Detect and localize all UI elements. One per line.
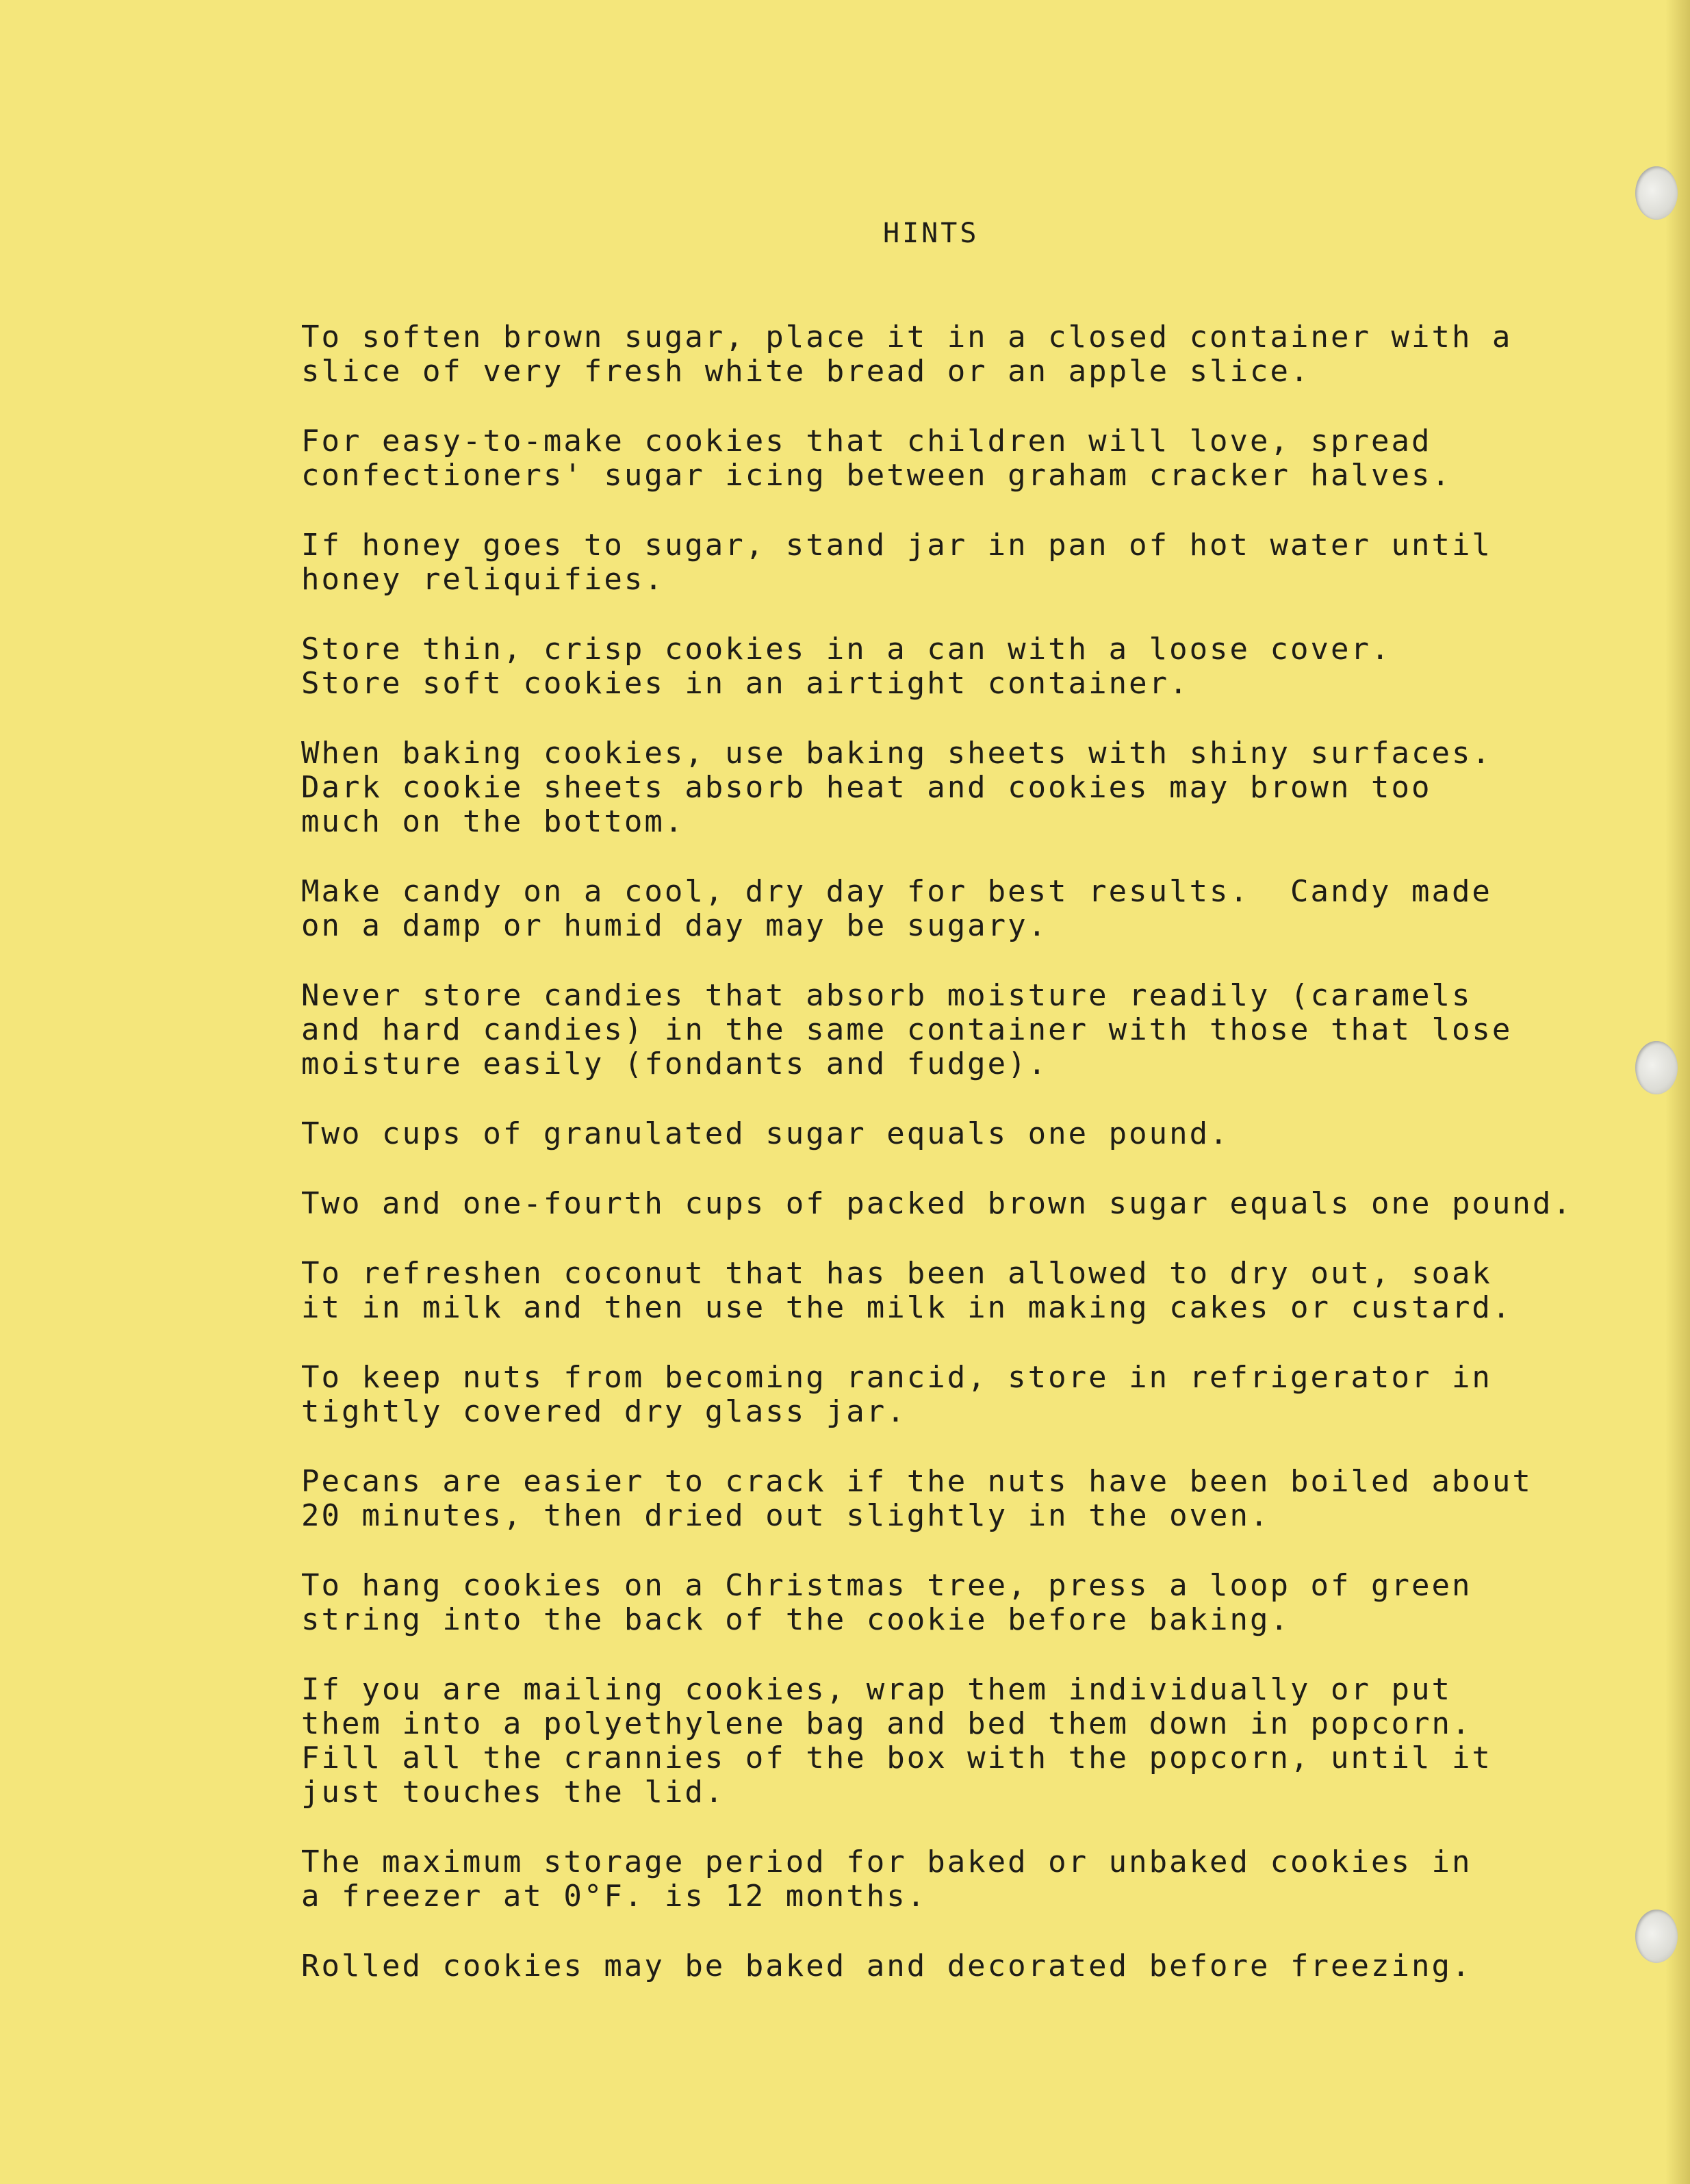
hints-list	[301, 320, 1602, 2019]
hint-brown-sugar: To soften brown sugar, place it in a closed container with a slice of very fresh white bread or an apple slice.	[301, 320, 1513, 389]
page-edge-shadow	[1665, 0, 1690, 2184]
hint-pecans: Pecans are easier to crack if the nuts have been boiled about 20 minutes, then dried out slightly in the oven.	[301, 1464, 1533, 1533]
page-title: HINTS	[883, 218, 980, 249]
punch-hole-top	[1635, 166, 1678, 220]
hint-rolled-cookies: Rolled cookies may be baked and decorated before freezing.	[301, 1949, 1472, 1983]
hint-freezer-storage: The maximum storage period for baked or unbaked cookies in a freezer at 0°F. is 12 months.	[301, 1845, 1472, 1914]
hint-granulated-sugar: Two cups of granulated sugar equals one pound.	[301, 1116, 1230, 1151]
hint-honey: If honey goes to sugar, stand jar in pan of hot water until honey reliquifies.	[301, 528, 1492, 597]
hint-easy-cookies: For easy-to-make cookies that children will love, spread confectioners' sugar icing between graham cracker halves.	[301, 424, 1452, 493]
hint-brown-sugar-pound: Two and one-fourth cups of packed brown sugar equals one pound.	[301, 1186, 1573, 1221]
hint-coconut: To refreshen coconut that has been allowed to dry out, soak it in milk and then use the milk in making cakes or custard.	[301, 1256, 1513, 1325]
hint-store-cookies: Store thin, crisp cookies in a can with a loose cover. Store soft cookies in an airtight container.	[301, 632, 1392, 701]
hint-candy-storage: Never store candies that absorb moisture readily (caramels and hard candies) in the same container with those that lose moisture easily (fondants and fudge).	[301, 978, 1513, 1081]
hint-nuts: To keep nuts from becoming rancid, store in refrigerator in tightly covered dry glass jar.	[301, 1360, 1492, 1429]
hint-mailing-cookies: If you are mailing cookies, wrap them individually or put them into a polyethylene bag and bed them down in popcorn. Fill all the crannies of the box with the popcorn, until it just touches the lid.	[301, 1672, 1492, 1810]
hint-candy-weather: Make candy on a cool, dry day for best results. Candy made on a damp or humid day may be sugary.	[301, 874, 1492, 943]
punch-hole-bottom	[1635, 1910, 1678, 1963]
punch-hole-middle	[1635, 1041, 1678, 1094]
hint-baking-sheets: When baking cookies, use baking sheets with shiny surfaces. Dark cookie sheets absorb heat and cookies may brown too much on the bottom.	[301, 736, 1492, 839]
hint-christmas-tree: To hang cookies on a Christmas tree, press a loop of green string into the back of the cookie before baking.	[301, 1568, 1472, 1637]
